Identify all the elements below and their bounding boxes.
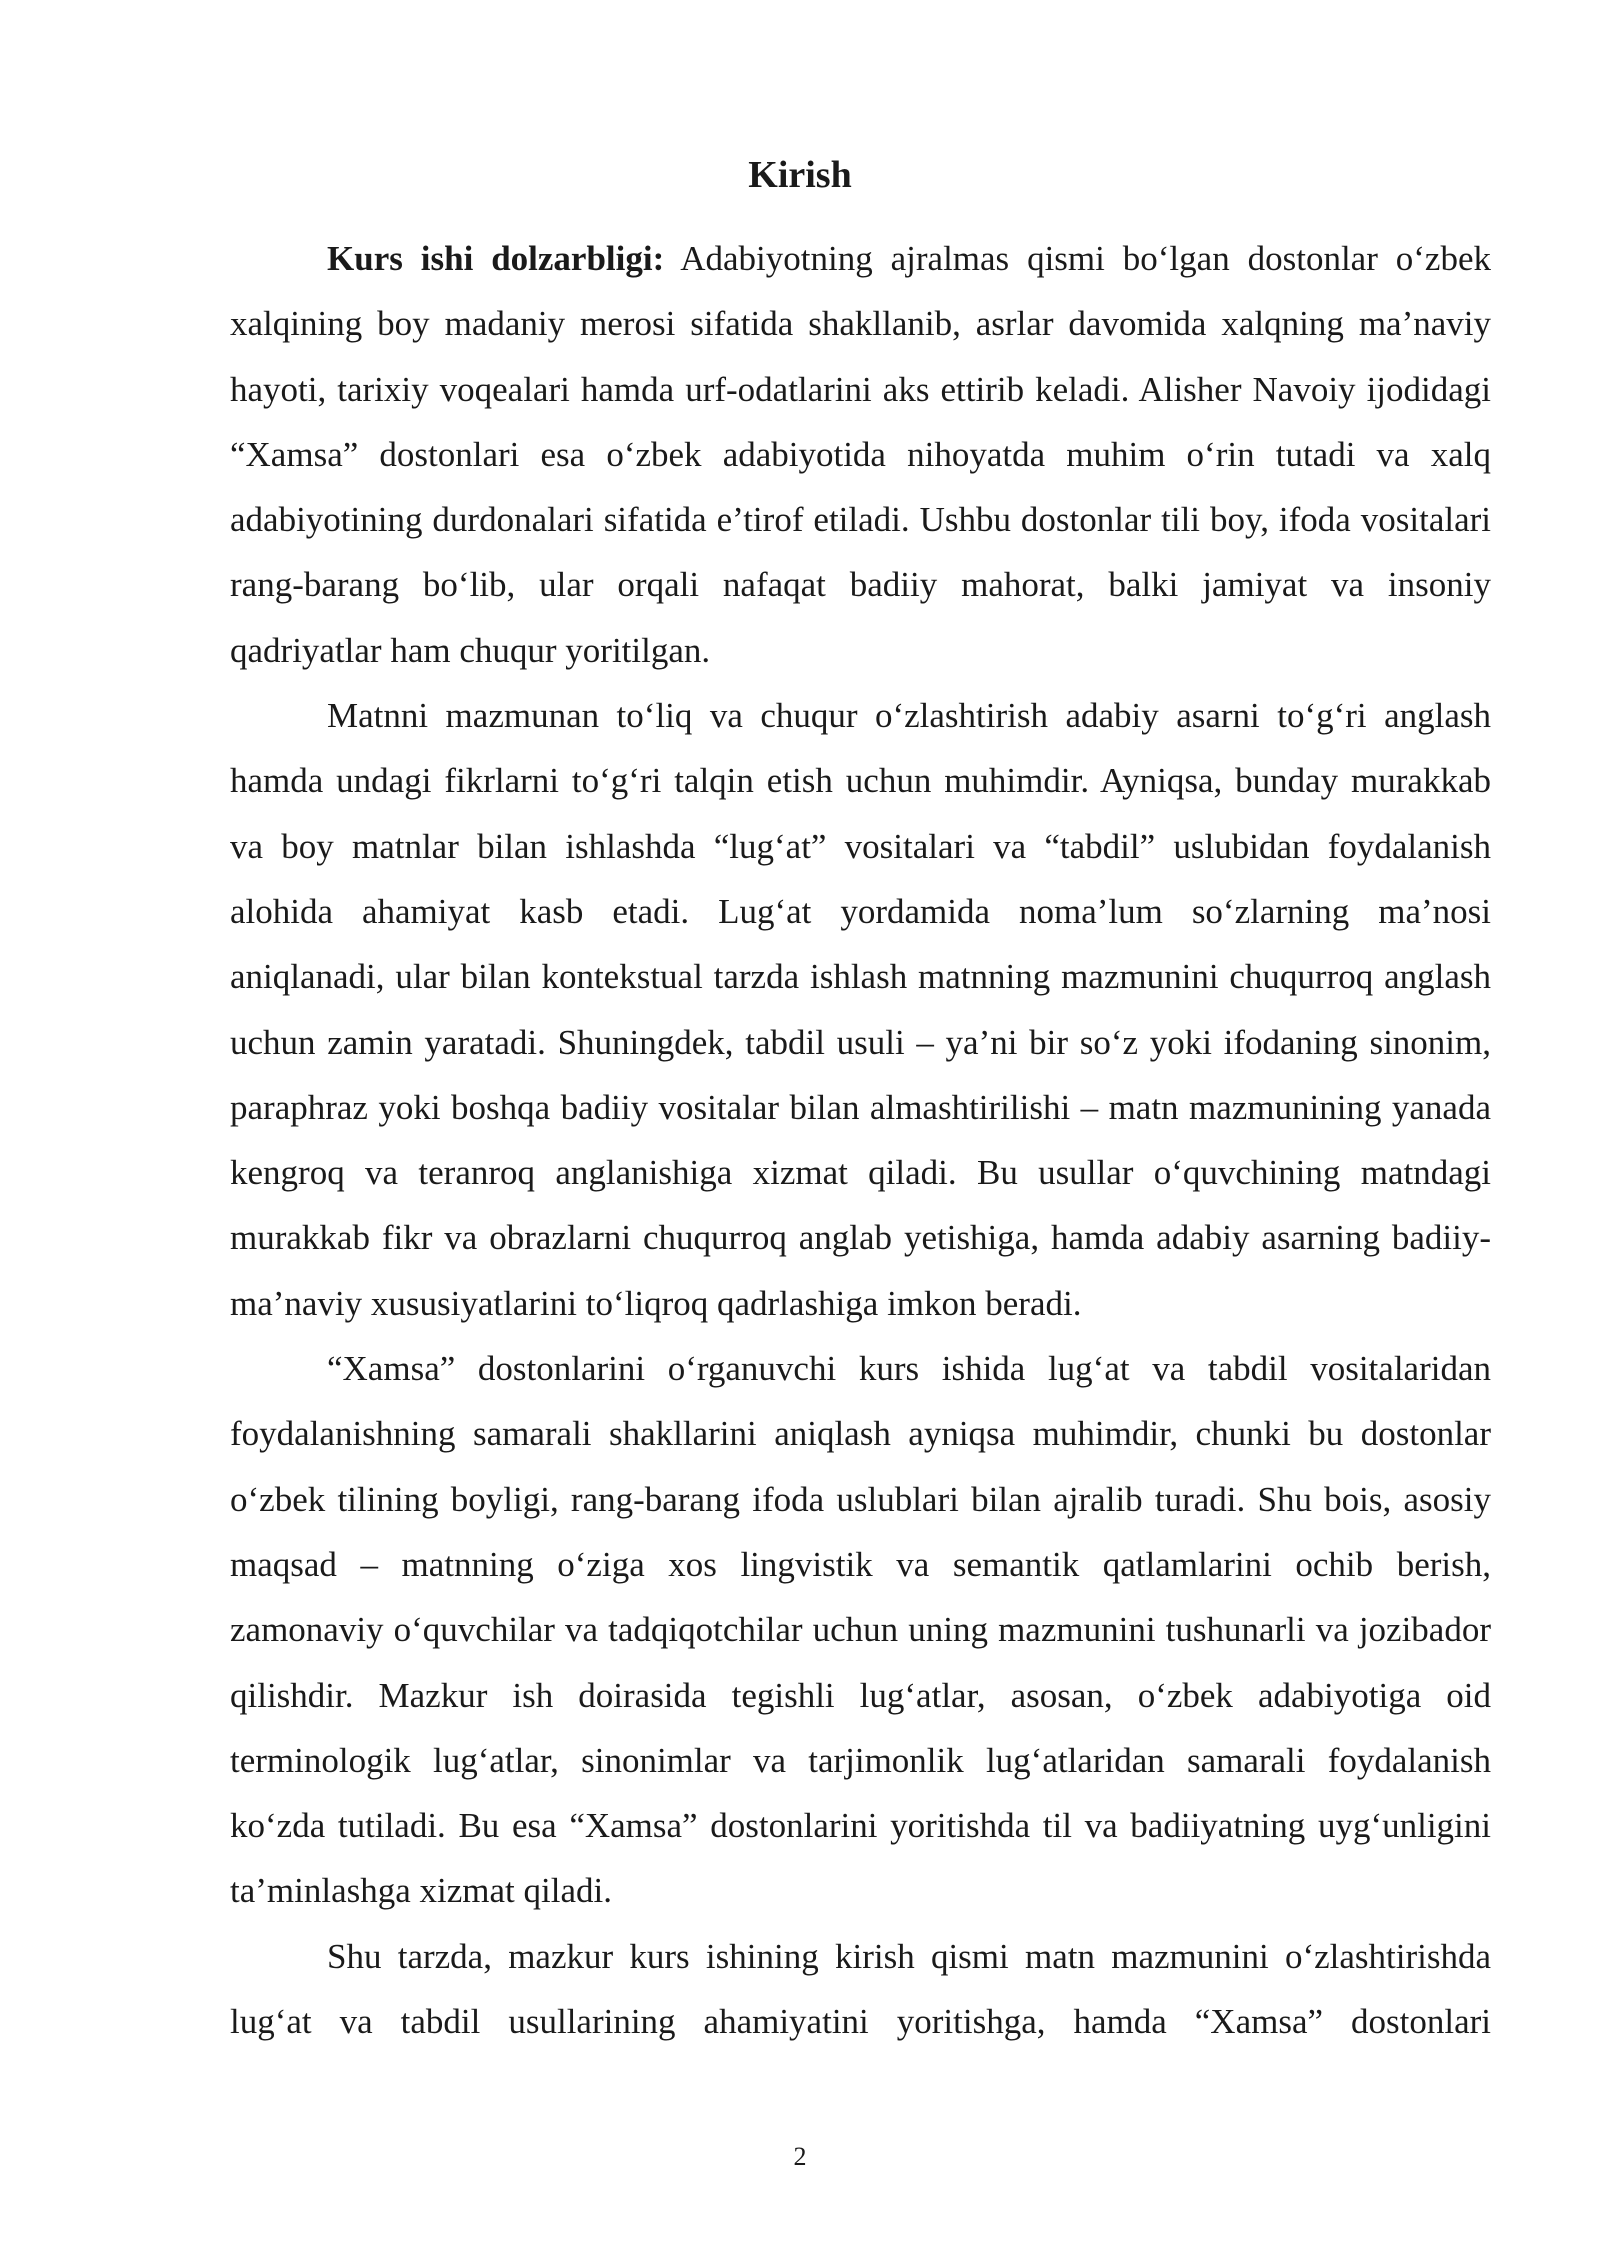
paragraph-methods: Matnni mazmunan to‘liq va chuqur o‘zlashtirish adabiy asarni to‘g‘ri anglash hamda undagi fikrlarni to‘g‘ri talqin etish uchun muhimdir. Ayniqsa, bunday murakkab va boy matnlar bilan ishlashda “lug‘at” vositalari va “tabdil” uslubidan foydalanish alohida ahamiyat kasb etadi. Lug‘at yordamida noma’lum so‘zlarning ma’nosi aniqlanadi, ular bilan kontekstual tarzda ishlash matnning mazmunini chuqurroq anglash uchun zamin yaratadi. Shuningdek, tabdil usuli – ya’ni bir so‘z yoki ifodaning sinonim, paraphraz yoki boshqa badiiy vositalar bilan almashtirilishi – matn mazmunining yanada kengroq va teranroq anglanishiga xizmat qiladi. Bu usullar o‘quvchining matndagi murakkab fikr va obrazlarni chuqurroq anglab yetishiga, hamda adabiy asarning badiiy-ma’naviy xususiyatlarini to‘liqroq qadrlashiga imkon beradi. (230, 696, 1491, 1323)
paragraph-text: Adabiyotning ajralmas qismi bo‘lgan dostonlar o‘zbek xalqining boy madaniy merosi sifatida shakllanib, asrlar davomida xalqning ma’naviy hayoti, tarixiy voqealari hamda urf-odatlarini aks ettirib keladi. Alisher Navoiy ijodidagi “Xamsa” dostonlari esa o‘zbek adabiyotida nihoyatda muhim o‘rin tutadi va xalq adabiyotining durdonalari sifatida e’tirof etiladi. Ushbu dostonlar tili boy, ifoda vositalari rang-barang bo‘lib, ular orqali nafaqat badiiy mahorat, balki jamiyat va insoniy qadriyatlar ham chuqur yoritilgan. (230, 239, 1491, 670)
page-number: 2 (793, 2142, 807, 2171)
page-title: Kirish (748, 154, 852, 196)
paragraph-relevance (230, 226, 1491, 683)
paragraph-lead: Kurs ishi dolzarbligi: (327, 239, 665, 278)
paragraph-xamsa: “Xamsa” dostonlarini o‘rganuvchi kurs ishida lug‘at va tabdil vositalaridan foydalanishning samarali shakllarini aniqlash ayniqsa muhimdir, chunki bu dostonlar o‘zbek tilining boyligi, rang-barang ifoda uslublari bilan ajralib turadi. Shu bois, asosiy maqsad – matnning o‘ziga xos lingvistik va semantik qatlamlarini ochib berish, zamonaviy o‘quvchilar va tadqiqotchilar uchun uning mazmunini tushunarli va jozibador qilishdir. Mazkur ish doirasida tegishli lug‘atlar, asosan, o‘zbek adabiyotiga oid terminologik lug‘atlar, sinonimlar va tarjimonlik lug‘atlaridan samarali foydalanish ko‘zda tutiladi. Bu esa “Xamsa” dostonlarini yoritishda til va badiiyatning uyg‘unligini ta’minlashga xizmat qiladi. (230, 1349, 1491, 1911)
body-text (230, 226, 1491, 2054)
paragraph-conclusion: Shu tarzda, mazkur kurs ishining kirish qismi matn mazmunini o‘zlashtirishda lug‘at va tabdil usullarining ahamiyatini yoritishga, hamda “Xamsa” dostonlari (230, 1936, 1491, 2042)
